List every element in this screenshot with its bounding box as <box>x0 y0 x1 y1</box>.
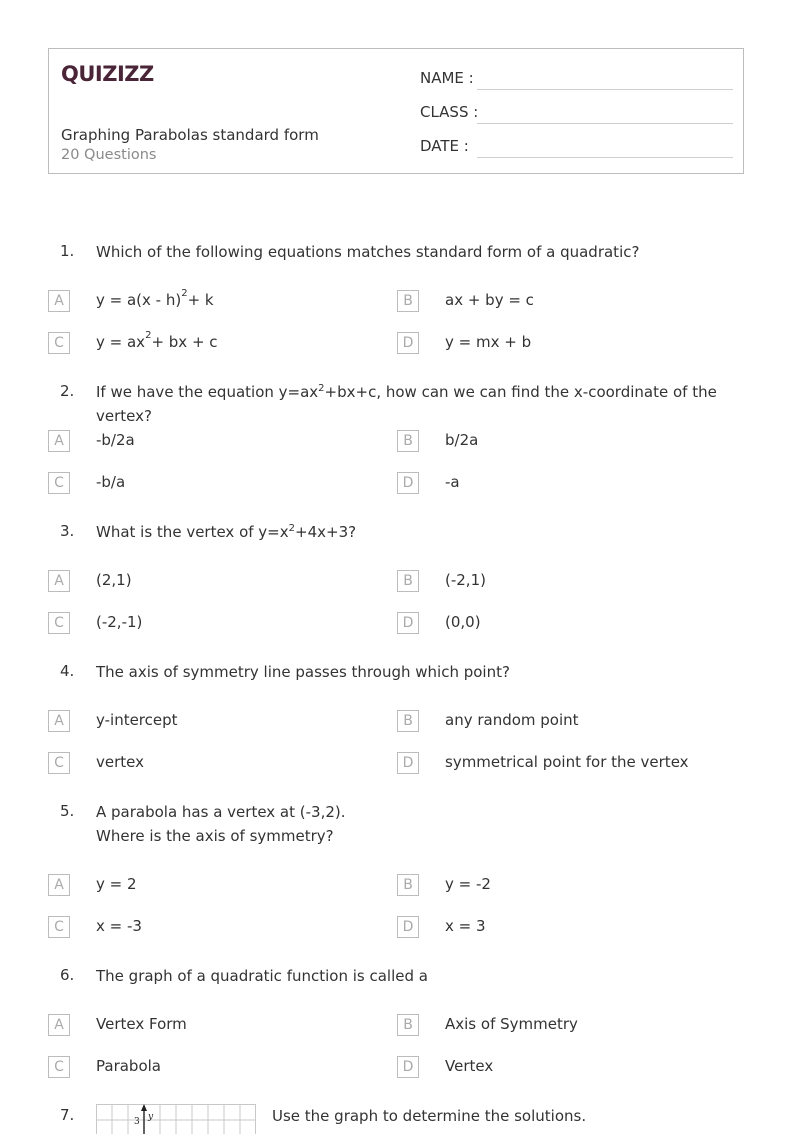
option-text-d: y = mx + b <box>445 333 532 351</box>
class-label: CLASS : <box>420 103 479 121</box>
option-box-a[interactable]: A <box>48 290 70 312</box>
question-number: 7. <box>60 1106 75 1124</box>
option-text-d: (0,0) <box>445 613 481 631</box>
quizizz-logo <box>61 59 161 89</box>
parabola-graph <box>96 1104 256 1134</box>
option-box-c[interactable]: C <box>48 612 70 634</box>
option-text-b: (-2,1) <box>445 571 486 589</box>
question-text: If we have the equation $y=ax^2+bx+c$, how can we can find the x-coordinate of the vertex? <box>96 383 717 425</box>
option-box-b[interactable]: B <box>397 290 419 312</box>
option-box-a[interactable]: A <box>48 430 70 452</box>
worksheet-header <box>48 48 744 174</box>
option-text-c: $y = ax^2+$ bx + c <box>96 330 218 351</box>
option-box-d[interactable]: D <box>397 752 419 774</box>
date-label: DATE : <box>420 137 469 155</box>
option-text-a: y = a(x - h)$^2$+ k <box>96 288 214 309</box>
option-text-c: vertex <box>96 753 144 771</box>
y-axis-arrow-icon <box>141 1104 147 1111</box>
question-number: 2. <box>60 382 75 400</box>
option-text-d: -a <box>445 473 460 491</box>
option-text-d: symmetrical point for the vertex <box>445 753 689 771</box>
option-box-c[interactable]: C <box>48 332 70 354</box>
name-label: NAME : <box>420 69 474 87</box>
option-box-c[interactable]: C <box>48 916 70 938</box>
option-box-d[interactable]: D <box>397 612 419 634</box>
question-text: Which of the following equations matches standard form of a quadratic? <box>96 243 640 261</box>
option-text-a: y-intercept <box>96 711 178 729</box>
option-text-b: any random point <box>445 711 579 729</box>
option-box-b[interactable]: B <box>397 874 419 896</box>
question-text: The axis of symmetry line passes through which point? <box>96 663 510 681</box>
option-text-a: Vertex Form <box>96 1015 187 1033</box>
option-box-a[interactable]: A <box>48 874 70 896</box>
option-text-c: x = -3 <box>96 917 142 935</box>
option-box-b[interactable]: B <box>397 1014 419 1036</box>
option-text-a: (2,1) <box>96 571 132 589</box>
question-text: What is the vertex of $y=x^2+4x+3$? <box>96 523 357 541</box>
option-box-c[interactable]: C <box>48 1056 70 1078</box>
date-line[interactable] <box>477 157 733 158</box>
option-text-d: x = 3 <box>445 917 486 935</box>
question-number: 1. <box>60 242 75 260</box>
option-text-c: Parabola <box>96 1057 161 1075</box>
option-text-b: y = -2 <box>445 875 491 893</box>
graph-tick-label: 3 <box>134 1117 140 1127</box>
question-text: The graph of a quadratic function is called a <box>96 967 428 985</box>
name-line[interactable] <box>477 89 733 90</box>
question-count: 20 Questions <box>61 147 157 163</box>
option-box-b[interactable]: B <box>397 570 419 592</box>
option-text-b: Axis of Symmetry <box>445 1015 578 1033</box>
option-box-c[interactable]: C <box>48 472 70 494</box>
option-text-b: b/2a <box>445 431 479 449</box>
option-text-d: Vertex <box>445 1057 494 1075</box>
question-text: Use the graph to determine the solutions. <box>272 1107 587 1125</box>
option-box-c[interactable]: C <box>48 752 70 774</box>
option-text-a: y = 2 <box>96 875 137 893</box>
question-number: 4. <box>60 662 75 680</box>
option-box-b[interactable]: B <box>397 430 419 452</box>
class-line[interactable] <box>477 123 733 124</box>
option-text-b: ax + by = c <box>445 291 534 309</box>
option-box-a[interactable]: A <box>48 710 70 732</box>
option-box-d[interactable]: D <box>397 472 419 494</box>
option-box-a[interactable]: A <box>48 1014 70 1036</box>
worksheet-title: Graphing Parabolas standard form <box>61 126 319 144</box>
option-box-a[interactable]: A <box>48 570 70 592</box>
option-text-a: -b/2a <box>96 431 135 449</box>
question-number: 5. <box>60 802 75 820</box>
question-text: A parabola has a vertex at (-3,2). Where is the axis of symmetry? <box>96 803 346 845</box>
svg-text:QUIZIZZ: QUIZIZZ <box>61 62 154 86</box>
option-box-b[interactable]: B <box>397 710 419 732</box>
question-number: 3. <box>60 522 75 540</box>
option-box-d[interactable]: D <box>397 1056 419 1078</box>
graph-axis-label: y <box>148 1112 154 1122</box>
option-text-c: -b/a <box>96 473 126 491</box>
question-number: 6. <box>60 966 75 984</box>
option-text-c: (-2,-1) <box>96 613 143 631</box>
option-box-d[interactable]: D <box>397 332 419 354</box>
option-box-d[interactable]: D <box>397 916 419 938</box>
